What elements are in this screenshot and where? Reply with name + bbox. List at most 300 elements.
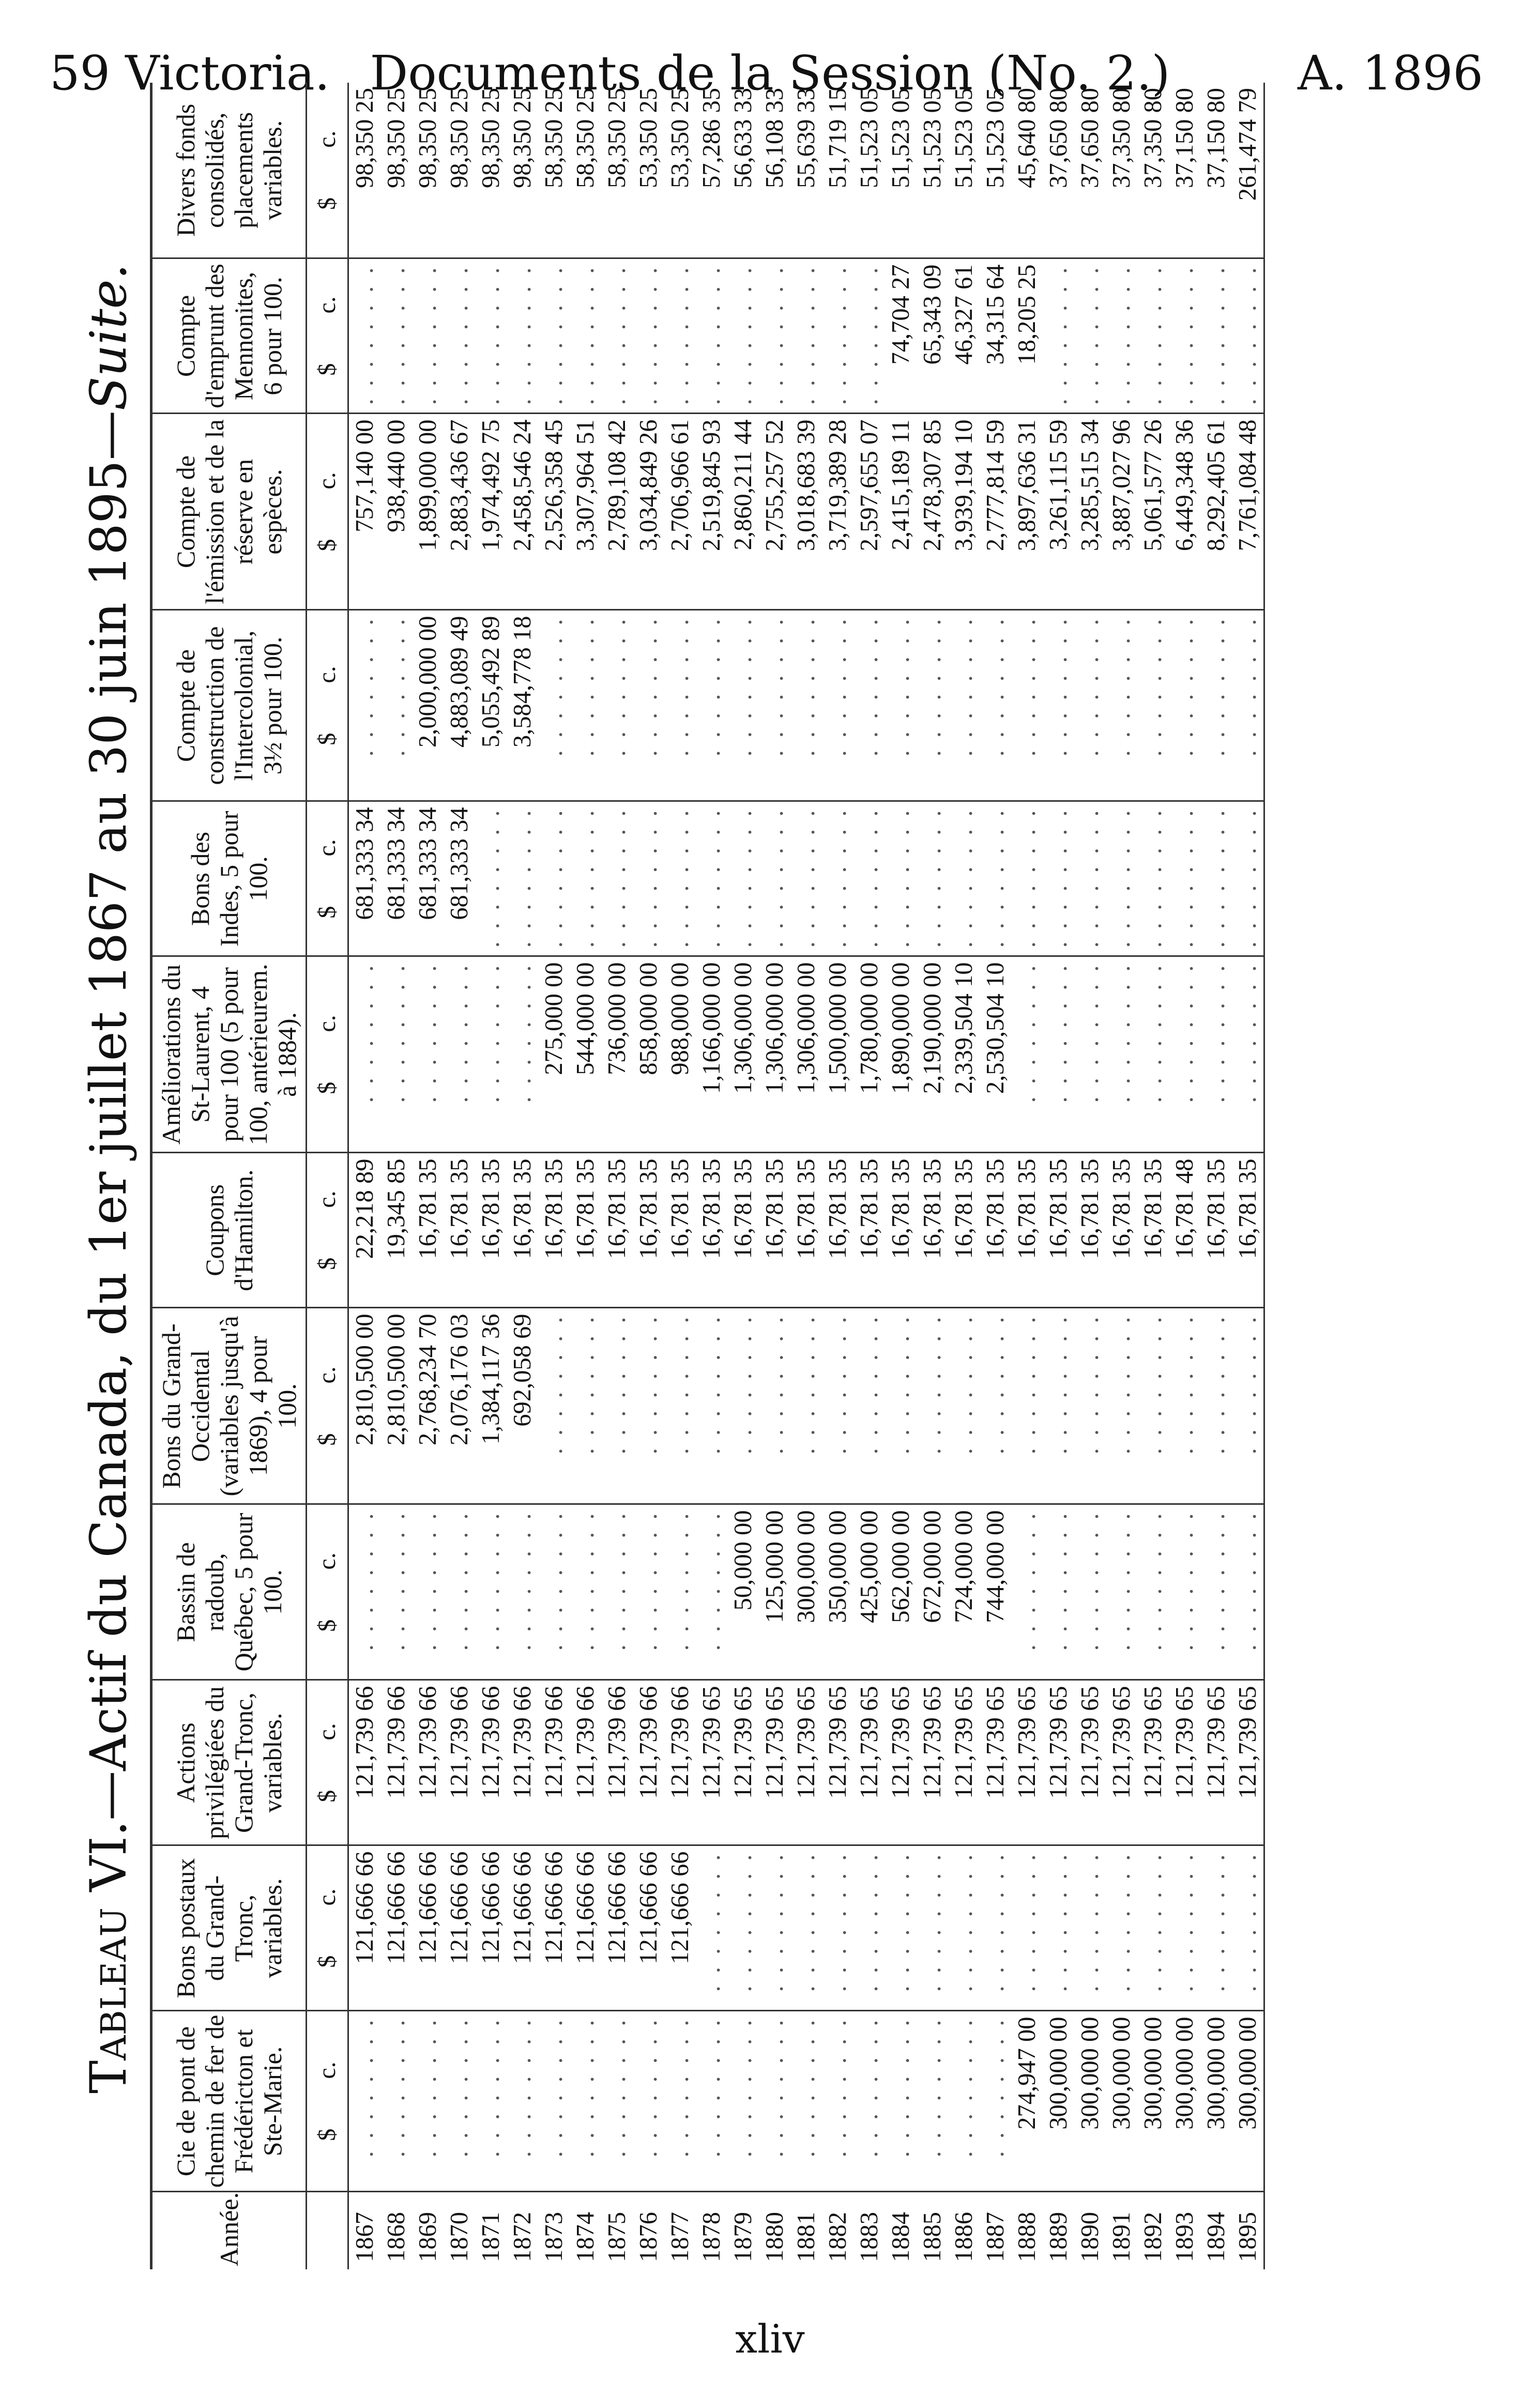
unit-cents: c.	[313, 1552, 341, 1570]
unit-cents: c.	[313, 2062, 341, 2079]
cell-bons_postaux: . . . . . . . .	[790, 1845, 822, 2011]
cell-coupons: 19,345 85	[380, 1153, 412, 1308]
cell-mennonites: . . . . . . . .	[380, 258, 412, 414]
cell-intercolonial: 2,000,000 00	[412, 610, 444, 801]
cell-actions_priv: 121,739 66	[412, 1680, 444, 1845]
cell-coupons: 16,781 35	[1074, 1153, 1106, 1308]
cell-emission: 2,860,211 44	[727, 414, 759, 610]
unit-dollar: $	[313, 1257, 341, 1270]
cell-ameliorations: 1,500,000 00	[822, 956, 853, 1153]
cell-emission: 3,719,389 28	[822, 414, 853, 610]
table-row	[444, 83, 475, 2269]
cell-divers: 51,523 05	[917, 83, 948, 258]
cell-bons_postaux: . . . . . . . .	[1043, 1845, 1074, 2011]
cell-cie_pont: . . . . . . . .	[348, 2011, 381, 2192]
cell-cie_pont: . . . . . . . .	[727, 2011, 759, 2192]
cell-bons_postaux: . . . . . . . .	[1137, 1845, 1169, 2011]
cell-cie_pont: . . . . . . . .	[980, 2011, 1011, 2192]
cell-bons_postaux: 121,666 66	[444, 1845, 475, 2011]
column-header-bons_indes: Bons des Indes, 5 pour 100.	[151, 801, 307, 956]
cell-divers: 37,350 80	[1106, 83, 1137, 258]
cell-cie_pont: . . . . . . . .	[948, 2011, 980, 2192]
cell-divers: 57,286 35	[696, 83, 727, 258]
cell-bons_grand_occ: . . . . . . . .	[1043, 1308, 1074, 1504]
cell-bons_postaux: . . . . . . . .	[980, 1845, 1011, 2011]
cell-intercolonial: . . . . . . . .	[633, 610, 664, 801]
cell-actions_priv: 121,739 66	[444, 1680, 475, 1845]
table-row	[822, 83, 853, 2269]
cell-emission: 6,449,348 36	[1169, 414, 1200, 610]
cell-ameliorations: . . . . . . . .	[1200, 956, 1232, 1153]
cell-bons_postaux: . . . . . . . .	[1106, 1845, 1137, 2011]
cell-bassin: . . . . . . . .	[1074, 1504, 1106, 1680]
cell-ameliorations: . . . . . . . .	[475, 956, 507, 1153]
unit-cell-emission	[307, 414, 348, 610]
cell-bons_grand_occ: 2,810,500 00	[348, 1308, 381, 1504]
cell-annee: 1895	[1232, 2192, 1264, 2269]
cell-annee: 1876	[635, 2212, 662, 2262]
cell-bassin: . . . . . . . .	[538, 1504, 570, 1680]
cell-emission: 5,061,577 26	[1137, 414, 1169, 610]
table-title-prefix: Tableau	[80, 1907, 138, 2094]
cell-ameliorations: 544,000 00	[570, 956, 601, 1153]
cell-intercolonial: . . . . . . . .	[853, 610, 885, 801]
cell-bons_postaux: . . . . . . . .	[917, 1845, 948, 2011]
cell-cie_pont: . . . . . . . .	[475, 2011, 507, 2192]
cell-coupons: 16,781 35	[412, 1153, 444, 1308]
cell-ameliorations: . . . . . . . .	[348, 956, 381, 1153]
table-row	[380, 83, 412, 2269]
column-header-emission: Compte de l'émission et de la réserve en espèces.	[151, 414, 307, 610]
cell-actions_priv: 121,739 65	[822, 1680, 853, 1845]
cell-bons_grand_occ: . . . . . . . .	[538, 1308, 570, 1504]
cell-actions_priv: 121,739 65	[696, 1680, 727, 1845]
cell-bassin: . . . . . . . .	[1043, 1504, 1074, 1680]
cell-emission: 938,440 00	[380, 414, 412, 610]
cell-emission: 2,526,358 45	[538, 414, 570, 610]
cell-intercolonial: . . . . . . . .	[348, 610, 381, 801]
cell-emission: 2,755,257 52	[759, 414, 790, 610]
table-row	[759, 83, 790, 2269]
cell-actions_priv: 121,739 65	[1074, 1680, 1106, 1845]
cell-emission: 3,261,115 59	[1043, 414, 1074, 610]
cell-emission: 3,034,849 26	[633, 414, 664, 610]
cell-bassin: . . . . . . . .	[1011, 1504, 1043, 1680]
cell-coupons: 16,781 35	[570, 1153, 601, 1308]
cell-intercolonial: . . . . . . . .	[1106, 610, 1137, 801]
cell-actions_priv: 121,739 65	[1200, 1680, 1232, 1845]
cell-bons_indes: . . . . . . . .	[885, 801, 917, 956]
cell-actions_priv: 121,739 65	[1232, 1680, 1264, 1845]
unit-cell-divers	[307, 83, 348, 258]
table-row	[885, 83, 917, 2269]
cell-ameliorations: 2,190,000 00	[917, 956, 948, 1153]
unit-cents: c.	[313, 666, 341, 683]
cell-bons_indes: . . . . . . . .	[759, 801, 790, 956]
cell-cie_pont: . . . . . . . .	[917, 2011, 948, 2192]
table-row	[1011, 83, 1043, 2269]
cell-bassin: . . . . . . . .	[475, 1504, 507, 1680]
cell-intercolonial: . . . . . . . .	[1074, 610, 1106, 801]
cell-coupons: 16,781 35	[948, 1153, 980, 1308]
cell-annee: 1893	[1171, 2212, 1198, 2262]
cell-bons_indes: . . . . . . . .	[853, 801, 885, 956]
cell-cie_pont: . . . . . . . .	[696, 2011, 727, 2192]
cell-intercolonial: . . . . . . . .	[696, 610, 727, 801]
cell-bons_grand_occ: . . . . . . . .	[633, 1308, 664, 1504]
cell-intercolonial: . . . . . . . .	[664, 610, 696, 801]
column-header-bons_grand_occ: Bons du Grand-Occidental (variables jusqu'à 1869), 4 pour 100.	[151, 1308, 307, 1504]
cell-bons_indes: . . . . . . . .	[980, 801, 1011, 956]
table-body	[348, 83, 1264, 2269]
cell-bons_indes: 681,333 34	[348, 801, 381, 956]
unit-cents: c.	[313, 1888, 341, 1906]
unit-dollar: $	[313, 906, 341, 919]
cell-intercolonial: . . . . . . . .	[1232, 610, 1264, 801]
cell-bons_indes: . . . . . . . .	[917, 801, 948, 956]
cell-annee: 1872	[509, 2212, 536, 2262]
cell-bons_postaux: . . . . . . . .	[1232, 1845, 1264, 2011]
cell-emission: 757,140 00	[348, 414, 381, 610]
cell-bons_indes: . . . . . . . .	[1106, 801, 1137, 956]
cell-bassin: . . . . . . . .	[1169, 1504, 1200, 1680]
cell-bons_indes: . . . . . . . .	[1074, 801, 1106, 956]
cell-annee: 1892	[1139, 2212, 1167, 2262]
cell-bassin: . . . . . . . .	[696, 1504, 727, 1680]
unit-cell-bons_indes	[307, 801, 348, 956]
cell-actions_priv: 121,739 66	[380, 1680, 412, 1845]
column-headers	[151, 83, 307, 2269]
cell-bons_indes: . . . . . . . .	[1232, 801, 1264, 956]
cell-cie_pont: . . . . . . . .	[601, 2011, 633, 2192]
table-title-main: VI.—Actif du Canada, du 1er juillet 1867 au 30 juin 1895—	[80, 410, 138, 1907]
cell-bons_indes: . . . . . . . .	[570, 801, 601, 956]
cell-mennonites: 65,343 09	[917, 258, 948, 414]
column-header-coupons: Coupons d'Hamilton.	[151, 1153, 307, 1308]
cell-annee: 1877	[666, 2212, 694, 2262]
cell-actions_priv: 121,739 65	[1043, 1680, 1074, 1845]
cell-bassin: 125,000 00	[759, 1504, 790, 1680]
cell-ameliorations: 736,000 00	[601, 956, 633, 1153]
cell-mennonites: . . . . . . . .	[664, 258, 696, 414]
cell-intercolonial: . . . . . . . .	[759, 610, 790, 801]
cell-ameliorations: . . . . . . . .	[1074, 956, 1106, 1153]
cell-mennonites: 74,704 27	[885, 258, 917, 414]
table-title	[72, 72, 145, 2285]
cell-cie_pont: . . . . . . . .	[380, 2011, 412, 2192]
unit-cents: c.	[313, 839, 341, 857]
column-header-cie_pont: Cie de pont de chemin de fer de Frédéricton et Ste-Marie.	[151, 2011, 307, 2192]
cell-bons_grand_occ: . . . . . . . .	[664, 1308, 696, 1504]
cell-emission: 3,018,683 39	[790, 414, 822, 610]
cell-actions_priv: 121,739 66	[348, 1680, 381, 1845]
cell-divers: 51,523 05	[885, 83, 917, 258]
cell-emission: 2,478,307 85	[917, 414, 948, 610]
cell-emission: 3,897,636 31	[1011, 414, 1043, 610]
cell-coupons: 16,781 35	[601, 1153, 633, 1308]
cell-annee: 1885	[919, 2212, 946, 2262]
cell-actions_priv: 121,739 65	[948, 1680, 980, 1845]
cell-emission: 2,883,436 67	[444, 414, 475, 610]
cell-actions_priv: 121,739 66	[507, 1680, 538, 1845]
cell-annee: 1888	[1013, 2212, 1041, 2262]
cell-divers: 53,350 25	[664, 83, 696, 258]
cell-ameliorations: . . . . . . . .	[1232, 956, 1264, 1153]
cell-annee: 1883	[856, 2212, 883, 2262]
cell-bons_postaux: 121,666 66	[380, 1845, 412, 2011]
cell-cie_pont: . . . . . . . .	[412, 2011, 444, 2192]
cell-annee: 1891	[1108, 2212, 1135, 2262]
cell-divers: 37,150 80	[1200, 83, 1232, 258]
cell-actions_priv: 121,739 66	[664, 1680, 696, 1845]
cell-intercolonial: 5,055,492 89	[475, 610, 507, 801]
cell-coupons: 16,781 35	[917, 1153, 948, 1308]
cell-coupons: 16,781 35	[538, 1153, 570, 1308]
cell-bons_postaux: 121,666 66	[664, 1845, 696, 2011]
unit-dollar: $	[313, 1790, 341, 1803]
cell-emission: 3,307,964 51	[570, 414, 601, 610]
cell-coupons: 16,781 35	[759, 1153, 790, 1308]
cell-coupons: 16,781 35	[664, 1153, 696, 1308]
cell-coupons: 16,781 35	[1043, 1153, 1074, 1308]
cell-mennonites: . . . . . . . .	[727, 258, 759, 414]
cell-bons_grand_occ: . . . . . . . .	[948, 1308, 980, 1504]
cell-emission: 7,761,084 48	[1232, 414, 1264, 610]
cell-mennonites: . . . . . . . .	[507, 258, 538, 414]
cell-emission: 2,519,845 93	[696, 414, 727, 610]
cell-annee: 1875	[603, 2212, 631, 2262]
cell-coupons: 16,781 48	[1169, 1153, 1200, 1308]
cell-actions_priv: 121,739 66	[570, 1680, 601, 1845]
cell-bons_grand_occ: . . . . . . . .	[570, 1308, 601, 1504]
cell-intercolonial: 3,584,778 18	[507, 610, 538, 801]
cell-divers: 58,350 25	[601, 83, 633, 258]
cell-divers: 56,108 33	[759, 83, 790, 258]
rotated-page-content	[72, 72, 1540, 2285]
cell-bons_postaux: . . . . . . . .	[948, 1845, 980, 2011]
cell-bassin: . . . . . . . .	[664, 1504, 696, 1680]
table-row	[412, 83, 444, 2269]
cell-intercolonial: . . . . . . . .	[538, 610, 570, 801]
cell-bassin: . . . . . . . .	[444, 1504, 475, 1680]
cell-coupons: 22,218 89	[348, 1153, 381, 1308]
cell-bons_grand_occ: . . . . . . . .	[1137, 1308, 1169, 1504]
cell-divers: 58,350 25	[570, 83, 601, 258]
cell-cie_pont: . . . . . . . .	[570, 2011, 601, 2192]
cell-actions_priv: 121,739 65	[853, 1680, 885, 1845]
cell-ameliorations: . . . . . . . .	[1011, 956, 1043, 1153]
cell-bons_grand_occ: . . . . . . . .	[696, 1308, 727, 1504]
cell-coupons: 16,781 35	[885, 1153, 917, 1308]
cell-bons_grand_occ: . . . . . . . .	[917, 1308, 948, 1504]
cell-bons_grand_occ: . . . . . . . .	[1169, 1308, 1200, 1504]
cell-intercolonial: . . . . . . . .	[727, 610, 759, 801]
cell-bassin: 50,000 00	[727, 1504, 759, 1680]
table-row	[790, 83, 822, 2269]
cell-actions_priv: 121,739 65	[1137, 1680, 1169, 1845]
cell-bassin: 672,000 00	[917, 1504, 948, 1680]
cell-intercolonial: . . . . . . . .	[822, 610, 853, 801]
cell-coupons: 16,781 35	[1106, 1153, 1137, 1308]
unit-cell-bassin	[307, 1504, 348, 1680]
cell-emission: 8,292,405 61	[1200, 414, 1232, 610]
table-row	[727, 83, 759, 2269]
unit-cell-coupons	[307, 1153, 348, 1308]
column-header-intercolonial: Compte de construction de l'Intercolonial, 3½ pour 100.	[151, 610, 307, 801]
cell-annee: 1882	[824, 2212, 851, 2262]
cell-bons_indes: . . . . . . . .	[1200, 801, 1232, 956]
cell-bons_grand_occ: 1,384,117 36	[475, 1308, 507, 1504]
cell-cie_pont: 300,000 00	[1106, 2011, 1137, 2192]
unit-dollar: $	[313, 197, 341, 210]
cell-annee: 1871	[477, 2212, 505, 2262]
cell-mennonites: . . . . . . . .	[1200, 258, 1232, 414]
cell-intercolonial: . . . . . . . .	[885, 610, 917, 801]
unit-cell-mennonites	[307, 258, 348, 414]
cell-ameliorations: . . . . . . . .	[380, 956, 412, 1153]
cell-bons_grand_occ: . . . . . . . .	[1011, 1308, 1043, 1504]
cell-bassin: . . . . . . . .	[570, 1504, 601, 1680]
table-title-suffix: Suite.	[80, 264, 138, 411]
cell-cie_pont: 300,000 00	[1043, 2011, 1074, 2192]
cell-intercolonial: . . . . . . . .	[1137, 610, 1169, 801]
cell-annee: 1870	[446, 2212, 473, 2262]
cell-divers: 58,350 25	[538, 83, 570, 258]
cell-intercolonial: . . . . . . . .	[601, 610, 633, 801]
cell-actions_priv: 121,739 66	[475, 1680, 507, 1845]
cell-mennonites: . . . . . . . .	[1232, 258, 1264, 414]
cell-intercolonial: . . . . . . . .	[570, 610, 601, 801]
cell-ameliorations: 988,000 00	[664, 956, 696, 1153]
cell-ameliorations: . . . . . . . .	[1169, 956, 1200, 1153]
cell-emission: 1,974,492 75	[475, 414, 507, 610]
unit-dollar: $	[313, 1433, 341, 1446]
cell-mennonites: . . . . . . . .	[1169, 258, 1200, 414]
cell-bassin: . . . . . . . .	[633, 1504, 664, 1680]
cell-annee: 1879	[729, 2212, 757, 2262]
cell-divers: 98,350 25	[507, 83, 538, 258]
cell-coupons: 16,781 35	[1232, 1153, 1264, 1308]
cell-intercolonial: . . . . . . . .	[1043, 610, 1074, 801]
cell-cie_pont: . . . . . . . .	[822, 2011, 853, 2192]
unit-cents: c.	[313, 472, 341, 490]
cell-annee: 1887	[982, 2212, 1009, 2262]
unit-dollar: $	[313, 1955, 341, 1968]
cell-actions_priv: 121,739 65	[917, 1680, 948, 1845]
cell-emission: 1,899,000 00	[412, 414, 444, 610]
cell-cie_pont: 300,000 00	[1200, 2011, 1232, 2192]
cell-bassin: 744,000 00	[980, 1504, 1011, 1680]
cell-bons_postaux: 121,666 66	[633, 1845, 664, 2011]
cell-annee: 1890	[1076, 2212, 1104, 2262]
cell-divers: 37,650 80	[1043, 83, 1074, 258]
cell-bassin: . . . . . . . .	[348, 1504, 381, 1680]
table-row	[1169, 83, 1200, 2269]
cell-ameliorations: . . . . . . . .	[412, 956, 444, 1153]
unit-dollar: $	[313, 1081, 341, 1094]
cell-bons_grand_occ: . . . . . . . .	[601, 1308, 633, 1504]
cell-coupons: 16,781 35	[696, 1153, 727, 1308]
cell-mennonites: . . . . . . . .	[1043, 258, 1074, 414]
cell-bons_indes: . . . . . . . .	[601, 801, 633, 956]
table-row	[507, 83, 538, 2269]
cell-divers: 98,350 25	[412, 83, 444, 258]
unit-cents: c.	[313, 1723, 341, 1741]
unit-cents: c.	[313, 1190, 341, 1208]
cell-intercolonial: . . . . . . . .	[980, 610, 1011, 801]
cell-bons_postaux: . . . . . . . .	[1011, 1845, 1043, 2011]
unit-cell-ameliorations	[307, 956, 348, 1153]
cell-divers: 51,719 15	[822, 83, 853, 258]
cell-mennonites: 34,315 64	[980, 258, 1011, 414]
cell-actions_priv: 121,739 65	[1011, 1680, 1043, 1845]
cell-emission: 2,706,966 61	[664, 414, 696, 610]
table-row	[980, 83, 1011, 2269]
cell-bons_indes: . . . . . . . .	[1011, 801, 1043, 956]
cell-bons_grand_occ: . . . . . . . .	[790, 1308, 822, 1504]
cell-bons_postaux: 121,666 66	[570, 1845, 601, 2011]
column-header-mennonites: Compte d'emprunt des Mennonites, 6 pour 100.	[151, 258, 307, 414]
cell-bons_postaux: . . . . . . . .	[1074, 1845, 1106, 2011]
table-row	[475, 83, 507, 2269]
cell-emission: 2,458,546 24	[507, 414, 538, 610]
cell-emission: 3,939,194 10	[948, 414, 980, 610]
cell-bons_grand_occ: . . . . . . . .	[853, 1308, 885, 1504]
unit-cents: c.	[313, 296, 341, 314]
cell-ameliorations: 275,000 00	[538, 956, 570, 1153]
cell-divers: 37,350 80	[1137, 83, 1169, 258]
cell-bons_grand_occ: 2,768,234 70	[412, 1308, 444, 1504]
cell-mennonites: 18,205 25	[1011, 258, 1043, 414]
cell-cie_pont: 300,000 00	[1137, 2011, 1169, 2192]
column-header-bassin: Bassin de radoub, Québec, 5 pour 100.	[151, 1504, 307, 1680]
cell-cie_pont: 300,000 00	[1074, 2011, 1106, 2192]
cell-coupons: 16,781 35	[507, 1153, 538, 1308]
cell-mennonites: . . . . . . . .	[1106, 258, 1137, 414]
cell-bassin: 724,000 00	[948, 1504, 980, 1680]
cell-cie_pont: 300,000 00	[1232, 2011, 1264, 2192]
cell-ameliorations: . . . . . . . .	[507, 956, 538, 1153]
cell-bons_indes: . . . . . . . .	[727, 801, 759, 956]
cell-ameliorations: 1,780,000 00	[853, 956, 885, 1153]
cell-bons_postaux: . . . . . . . .	[1200, 1845, 1232, 2011]
cell-coupons: 16,781 35	[727, 1153, 759, 1308]
cell-bassin: 350,000 00	[822, 1504, 853, 1680]
cell-bons_grand_occ: . . . . . . . .	[1232, 1308, 1264, 1504]
cell-coupons: 16,781 35	[980, 1153, 1011, 1308]
unit-cell-bons_postaux	[307, 1845, 348, 2011]
cell-intercolonial: . . . . . . . .	[917, 610, 948, 801]
table-row	[948, 83, 980, 2269]
cell-mennonites: . . . . . . . .	[570, 258, 601, 414]
cell-divers: 56,633 33	[727, 83, 759, 258]
cell-divers: 261,474 79	[1232, 83, 1264, 258]
cell-bons_postaux: . . . . . . . .	[727, 1845, 759, 2011]
unit-cell-actions_priv	[307, 1680, 348, 1845]
cell-divers: 55,639 33	[790, 83, 822, 258]
cell-actions_priv: 121,739 65	[759, 1680, 790, 1845]
cell-bassin: 425,000 00	[853, 1504, 885, 1680]
table-row	[570, 83, 601, 2269]
cell-intercolonial: . . . . . . . .	[380, 610, 412, 801]
table-row	[1232, 83, 1264, 2269]
cell-mennonites: . . . . . . . .	[790, 258, 822, 414]
cell-cie_pont: . . . . . . . .	[538, 2011, 570, 2192]
cell-coupons: 16,781 35	[790, 1153, 822, 1308]
cell-bons_indes: . . . . . . . .	[633, 801, 664, 956]
cell-cie_pont: . . . . . . . .	[444, 2011, 475, 2192]
column-header-actions_priv: Actions privilégiées du Grand-Tronc, variables.	[151, 1680, 307, 1845]
